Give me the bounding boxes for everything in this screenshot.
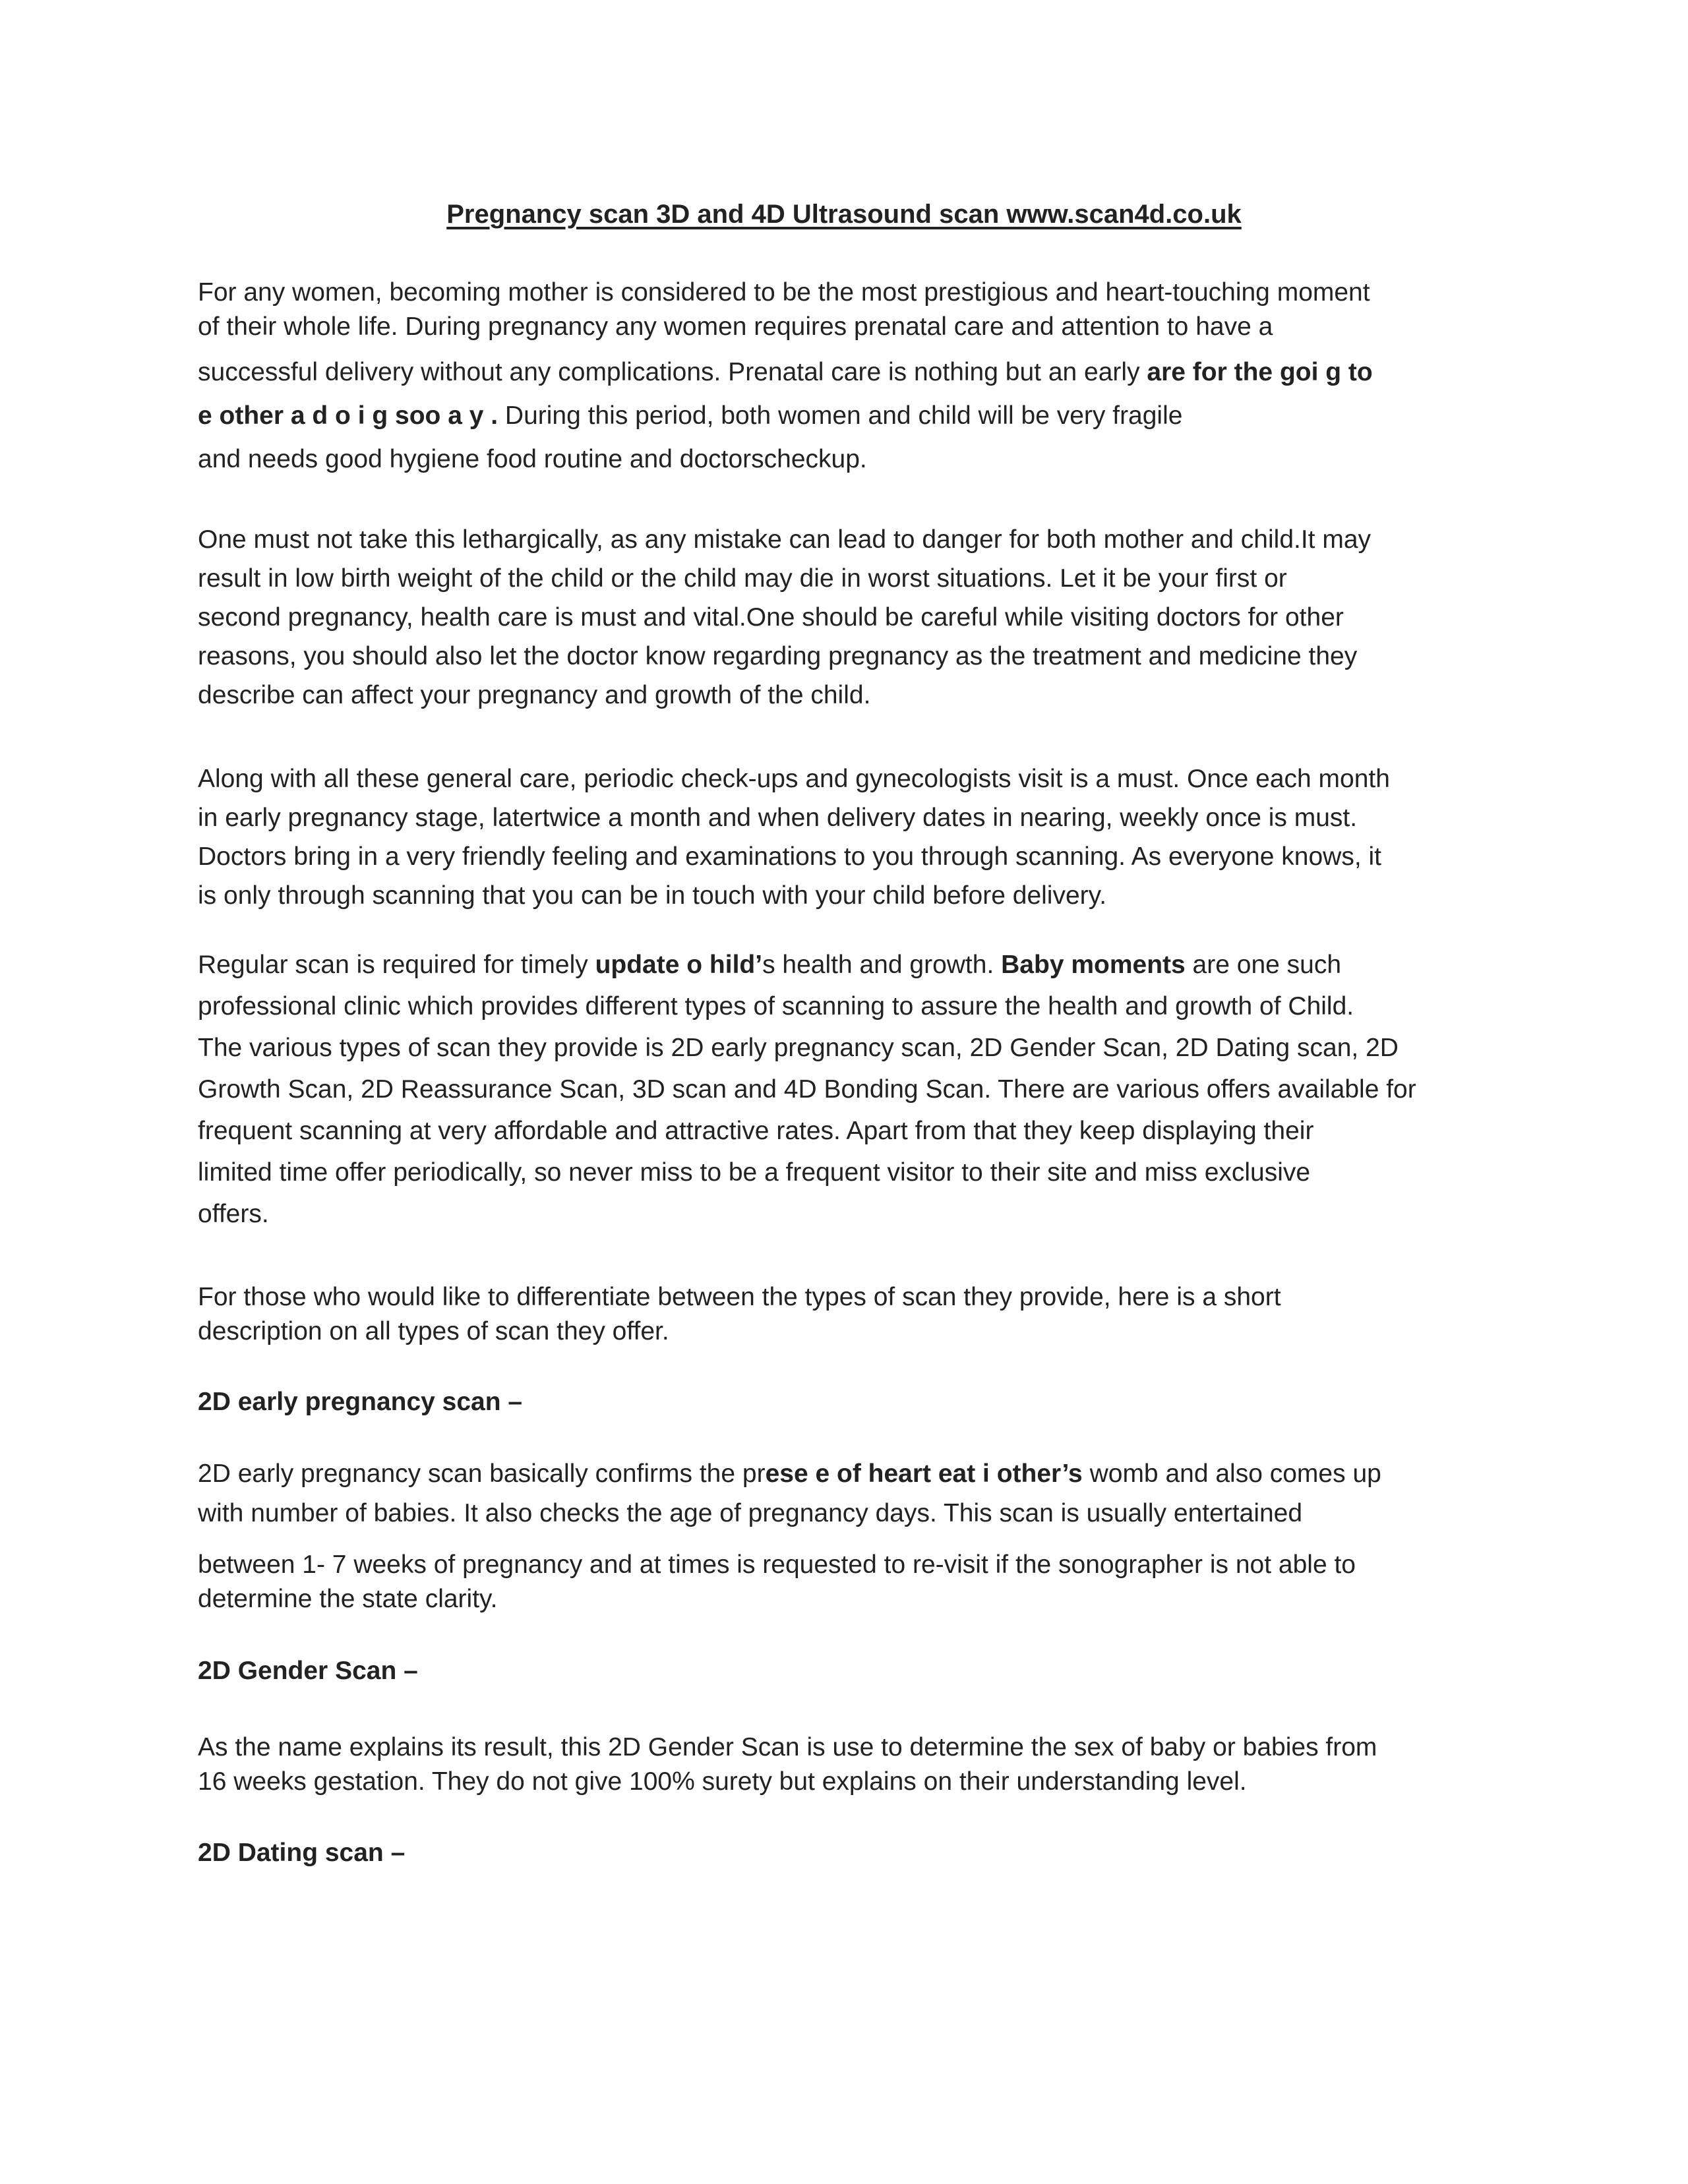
bold-text: are for the goi g to xyxy=(1147,358,1373,386)
text-line xyxy=(198,394,1490,438)
text-line: One must not take this lethargically, as any mistake can lead to danger for both mother and child.It may xyxy=(198,525,1372,554)
paragraph-care xyxy=(198,520,1490,715)
text-run: During this period, both women and child will be very fragile xyxy=(498,401,1183,430)
text-line: offers. xyxy=(198,1200,269,1228)
text-line: Along with all these general care, periodic check-ups and gynecologists visit is a must. Once each month xyxy=(198,765,1390,793)
text-line: second pregnancy, health care is must and vital.One should be careful while visiting doctors for other xyxy=(198,603,1344,632)
paragraph-early-scan xyxy=(198,1454,1490,1533)
text-line: in early pregnancy stage, latertwice a month and when delivery dates in nearing, weekly once is must. xyxy=(198,804,1358,832)
paragraph-gender-scan xyxy=(198,1730,1490,1799)
paragraph-regular-scan xyxy=(198,944,1490,1235)
bold-text: ese e of heart eat i other’s xyxy=(765,1460,1083,1488)
text-run: are one such xyxy=(1185,951,1342,979)
bold-text: Baby moments xyxy=(1001,951,1186,979)
text-line: with number of babies. It also checks the age of pregnancy days. This scan is usually entertained xyxy=(198,1499,1303,1527)
bold-text: update o hild’ xyxy=(595,951,763,979)
text-run: successful delivery without any complications. Prenatal care is nothing but an early xyxy=(198,358,1147,386)
text-line: determine the state clarity. xyxy=(198,1585,498,1613)
text-line: The various types of scan they provide is 2D early pregnancy scan, 2D Gender Scan, 2D Dating scan, 2D xyxy=(198,1034,1399,1062)
heading-2d-early-pregnancy: 2D early pregnancy scan – xyxy=(198,1388,523,1416)
text-line: As the name explains its result, this 2D Gender Scan is use to determine the sex of baby or babies from xyxy=(198,1733,1377,1761)
text-line: reasons, you should also let the doctor know regarding pregnancy as the treatment and medicine they xyxy=(198,642,1358,670)
text-line: describe can affect your pregnancy and growth of the child. xyxy=(198,681,871,709)
paragraph-differentiate xyxy=(198,1280,1490,1349)
text-run: 2D early pregnancy scan basically confirms the pr xyxy=(198,1460,766,1488)
text-line: limited time offer periodically, so never miss to be a frequent visitor to their site and miss exclusive xyxy=(198,1158,1311,1187)
paragraph-checkups xyxy=(198,759,1490,915)
text-line: Doctors bring in a very friendly feeling and examinations to you through scanning. As everyone knows, it xyxy=(198,842,1381,871)
text-line: of their whole life. During pregnancy any women requires prenatal care and attention to have a xyxy=(198,312,1273,341)
text-run: Regular scan is required for timely xyxy=(198,951,595,979)
text-line: description on all types of scan they offer. xyxy=(198,1317,669,1345)
text-line xyxy=(198,1454,1490,1494)
text-line xyxy=(198,351,1490,394)
text-line: result in low birth weight of the child or the child may die in worst situations. Let it be your first or xyxy=(198,564,1287,593)
paragraph-intro-cont xyxy=(198,351,1490,481)
heading-2d-dating-scan: 2D Dating scan – xyxy=(198,1839,406,1867)
text-line: For those who would like to differentiate between the types of scan they provide, here is a short xyxy=(198,1283,1281,1311)
text-line: 16 weeks gestation. They do not give 100% surety but explains on their understanding level. xyxy=(198,1767,1247,1796)
text-run: womb and also comes up xyxy=(1082,1460,1381,1488)
text-line: For any women, becoming mother is considered to be the most prestigious and heart-touching moment xyxy=(198,278,1370,307)
text-line: Growth Scan, 2D Reassurance Scan, 3D scan and 4D Bonding Scan. There are various offers available for xyxy=(198,1075,1416,1104)
paragraph-early-scan-cont xyxy=(198,1548,1490,1616)
text-line: and needs good hygiene food routine and doctorscheckup. xyxy=(198,445,867,473)
document-title: Pregnancy scan 3D and 4D Ultrasound scan www.scan4d.co.uk xyxy=(446,200,1242,229)
text-run: s health and growth. xyxy=(762,951,1002,979)
bold-text: e other a d o i g soo a y . xyxy=(198,401,498,430)
heading-2d-gender-scan: 2D Gender Scan – xyxy=(198,1657,418,1685)
paragraph-intro xyxy=(198,276,1490,344)
text-line xyxy=(198,944,1490,986)
text-line: professional clinic which provides different types of scanning to assure the health and growth of Child. xyxy=(198,992,1354,1020)
text-line: is only through scanning that you can be in touch with your child before delivery. xyxy=(198,881,1107,910)
text-line: frequent scanning at very affordable and attractive rates. Apart from that they keep displaying their xyxy=(198,1117,1314,1145)
text-line: between 1- 7 weeks of pregnancy and at times is requested to re-visit if the sonographer is not able to xyxy=(198,1550,1356,1579)
